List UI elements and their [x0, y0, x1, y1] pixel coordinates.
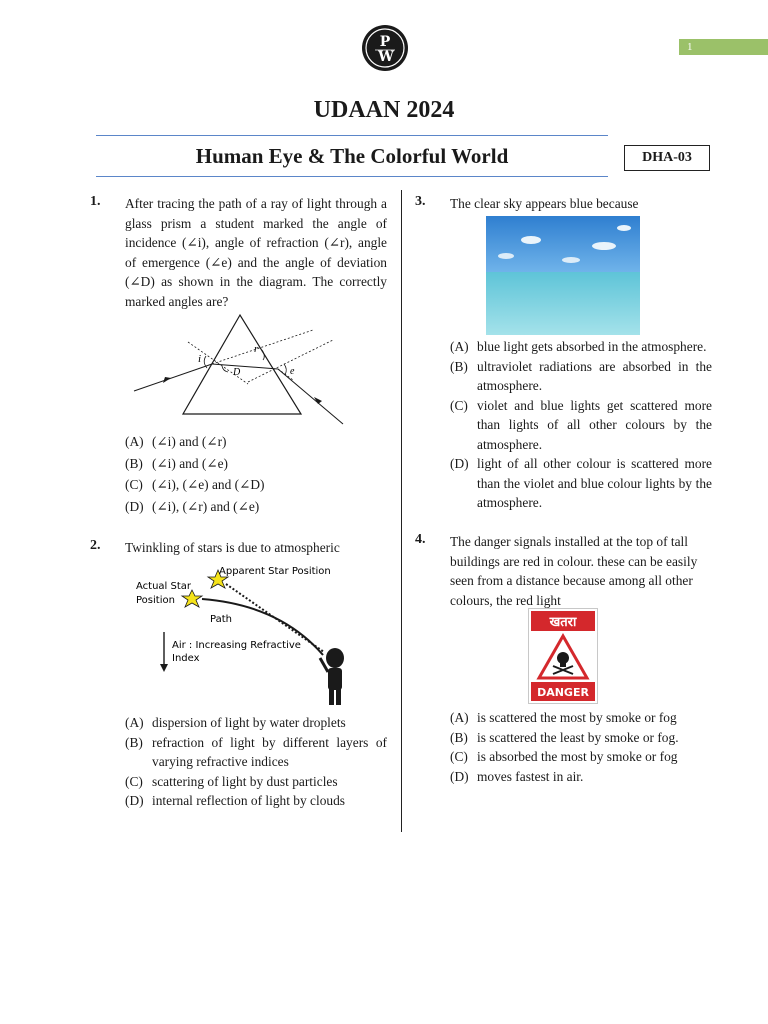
path-label: Path [210, 614, 232, 625]
apparent-position-label: Apparent Star Position [219, 566, 331, 577]
option-text: light of all other colour is scattered more than the violet and blue colour lights by the atmosphere. [477, 456, 712, 510]
option-text: ultraviolet radiations are absorbed in the atmosphere. [477, 358, 712, 393]
option-text: violet and blue lights get scattered more than lights of all other colours by the atmosphere. [477, 397, 712, 452]
option-text: (∠i), (∠e) and (∠D) [152, 477, 265, 492]
option-text: moves fastest in air. [477, 768, 584, 784]
chapter-title: Human Eye & The Colorful World [195, 144, 509, 168]
observer-icon [320, 648, 344, 705]
question-number: 4. [415, 532, 426, 547]
option-a[interactable] [125, 713, 387, 733]
option-text: refraction of light by different layers of varying refractive indices [152, 734, 387, 769]
question-number: 3. [415, 194, 426, 209]
question-text: The danger signals installed at the top of tall buildings are red in colour. these can be easily seen from a distance because among all other colours, the red light [450, 534, 698, 608]
option-text: (∠i), (∠r) and (∠e) [152, 498, 260, 514]
option-c[interactable] [125, 475, 387, 495]
page-number-tab [679, 39, 768, 55]
prism-diagram [128, 312, 354, 432]
column-divider [401, 190, 402, 832]
question-text: After tracing the path of a ray of light through a glass prism a student marked the angle of incidence (∠i), angle of refraction (∠r), angle of emergence (∠e) and the angle of deviation (∠D) as shown in the diagram. The correctly marked angles are? [125, 196, 387, 309]
option-b[interactable] [125, 454, 387, 474]
sheet-code: DHA-03 [624, 145, 710, 171]
option-label: (D) [450, 456, 469, 471]
option-text: scattering of light by dust particles [152, 773, 338, 789]
option-c[interactable] [125, 772, 387, 792]
question-number: 1. [90, 194, 101, 209]
svg-text:W: W [378, 49, 394, 65]
option-text: is scattered the most by smoke or fog [477, 710, 677, 725]
option-label: (D) [450, 768, 469, 784]
angle-label-e: e [290, 366, 295, 377]
option-b[interactable] [450, 728, 712, 748]
angle-label-i: i [198, 353, 202, 365]
option-a[interactable] [125, 432, 387, 452]
option-text: dispersion of light by water droplets [152, 715, 346, 730]
sign-hindi-text: खतरा [549, 615, 577, 630]
title-rule-bottom [96, 176, 608, 177]
option-a[interactable] [450, 708, 712, 728]
option-b[interactable] [450, 357, 712, 396]
option-label: (A) [450, 710, 469, 725]
option-text: (∠i) and (∠e) [152, 455, 228, 471]
option-label: (A) [125, 434, 144, 449]
actual-star-icon [182, 590, 202, 607]
air-label-2: Index [172, 653, 200, 664]
option-label: (C) [450, 397, 468, 413]
option-label: (C) [125, 773, 143, 789]
option-c[interactable] [450, 396, 712, 455]
twinkling-diagram [130, 560, 360, 710]
page-number: 1 [687, 41, 693, 53]
angle-label-r: r [254, 343, 259, 355]
question-text: The clear sky appears blue because [450, 196, 639, 211]
option-text: internal reflection of light by clouds [152, 793, 345, 808]
danger-sign-image [528, 608, 598, 704]
option-d[interactable] [125, 791, 387, 811]
actual-position-label-1: Actual Star [136, 581, 192, 592]
document-title: UDAAN 2024 [313, 97, 455, 123]
pw-logo [361, 24, 409, 72]
question-text: Twinkling of stars is due to atmospheric [125, 540, 340, 555]
option-label: (C) [450, 749, 468, 764]
option-label: (D) [125, 793, 144, 808]
option-c[interactable] [450, 747, 712, 767]
option-label: (B) [125, 455, 143, 471]
option-label: (D) [125, 498, 144, 514]
option-text: (∠i) and (∠r) [152, 434, 227, 449]
sign-english-text: DANGER [537, 686, 589, 699]
air-label-1: Air : Increasing Refractive [172, 640, 301, 651]
option-b[interactable] [125, 733, 387, 772]
options-list [125, 713, 387, 811]
option-label: (B) [450, 729, 468, 745]
option-label: (A) [450, 339, 469, 354]
option-text: is scattered the least by smoke or fog. [477, 729, 679, 745]
angle-label-d: D [233, 367, 241, 378]
options-list [125, 432, 387, 516]
option-d[interactable] [450, 767, 712, 787]
option-a[interactable] [450, 337, 712, 357]
options-list [450, 708, 712, 786]
option-d[interactable] [125, 497, 387, 517]
option-text: is absorbed the most by smoke or fog [477, 749, 678, 764]
option-d[interactable] [450, 454, 712, 513]
option-label: (B) [450, 358, 468, 374]
option-text: blue light gets absorbed in the atmosphere. [477, 339, 707, 354]
question-number: 2. [90, 538, 101, 553]
options-list [450, 337, 712, 513]
svg-text:P: P [379, 34, 391, 50]
actual-position-label-2: Position [136, 595, 175, 606]
sky-photo [486, 216, 640, 335]
option-label: (A) [125, 715, 144, 730]
option-label: (C) [125, 477, 143, 492]
title-rule-top [96, 135, 608, 136]
option-label: (B) [125, 734, 143, 750]
